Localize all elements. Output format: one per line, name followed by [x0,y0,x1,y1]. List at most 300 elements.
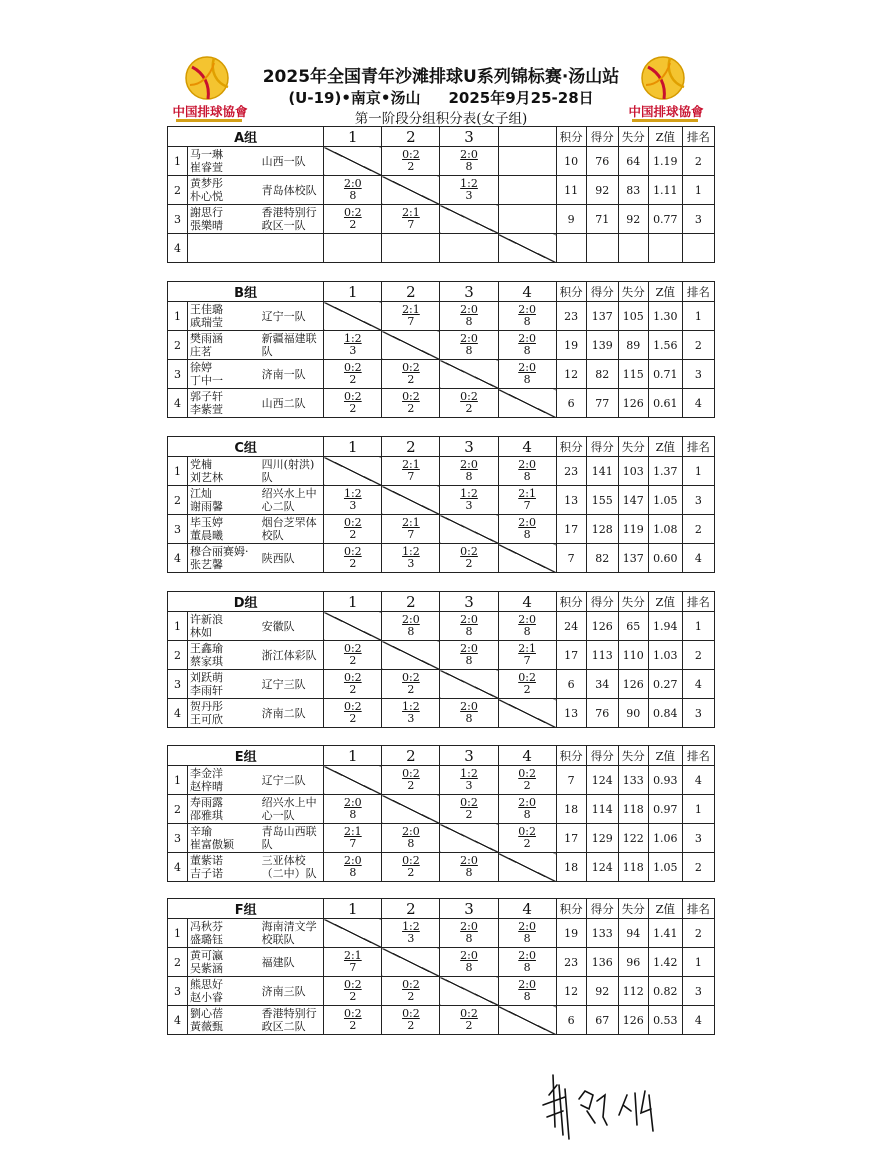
set-score: 2:0 [460,700,478,713]
match-score [440,641,498,670]
match-points: 8 [465,160,473,173]
match-points: 7 [407,528,415,541]
match-score [382,766,440,795]
stat-value: 133 [618,766,648,795]
match-score [324,824,382,853]
stat-value: 1.94 [648,612,682,641]
column-number: 4 [498,437,556,457]
match-score [324,795,382,824]
player-names [188,147,260,176]
player-names [188,612,260,641]
table-row [168,205,715,234]
match-points: 3 [407,557,415,570]
team-line-1: 香港特别行 [261,206,317,219]
row-number: 4 [168,699,188,728]
match-points: 8 [465,344,473,357]
player-2: 张艺馨 [190,558,224,571]
stat-value: 2 [682,147,714,176]
row-number: 2 [168,486,188,515]
match-points: 7 [349,837,357,850]
stat-header: 积分 [556,899,586,919]
stat-header: 失分 [618,899,648,919]
match-points: 2 [465,1019,473,1032]
diagonal-cell [382,486,440,515]
player-names [188,948,260,977]
stat-value: 0.53 [648,1006,682,1035]
player-2: 丁中一 [190,374,224,387]
player-1: 黄可瀛 [190,949,224,962]
match-points: 8 [465,654,473,667]
team-line-1: 济南一队 [261,367,306,381]
team-name [260,176,324,205]
stat-header: Z值 [648,899,682,919]
stat-value [648,234,682,263]
player-2: 吉子诺 [190,867,224,880]
stat-value: 82 [586,544,618,573]
group-name: C组 [168,437,324,457]
table-row [168,176,715,205]
column-number: 3 [440,746,498,766]
match-score [382,147,440,176]
stat-value: 34 [586,670,618,699]
stat-value: 0.60 [648,544,682,573]
stat-value: 76 [586,699,618,728]
stat-value: 76 [586,147,618,176]
match-points: 2 [407,990,415,1003]
stat-value: 0.93 [648,766,682,795]
stat-value: 18 [556,795,586,824]
match-score [498,948,556,977]
stat-value: 7 [556,544,586,573]
player-1: 謝思行 [190,206,224,219]
stat-header: Z值 [648,746,682,766]
team-name [260,670,324,699]
set-score: 1:2 [460,177,478,190]
match-points: 2 [407,373,415,386]
match-score [324,699,382,728]
set-score: 1:2 [402,545,420,558]
team-name [260,360,324,389]
stat-value: 82 [586,360,618,389]
stat-value: 105 [618,302,648,331]
player-1: 辛瑜 [190,825,213,838]
match-points: 2 [407,1019,415,1032]
match-score [440,544,498,573]
player-2: 邵雅琪 [190,809,224,822]
stat-value: 1.37 [648,457,682,486]
team-name [260,612,324,641]
set-score: 2:0 [518,949,536,962]
team-name [260,766,324,795]
player-2: 林如 [190,626,213,639]
diagonal-cell [498,544,556,573]
set-score: 0:2 [343,700,362,713]
row-number: 2 [168,331,188,360]
player-1: 冯秋芬 [190,920,224,933]
stat-value: 2 [682,515,714,544]
match-points: 2 [465,557,473,570]
match-points: 2 [349,683,357,696]
row-number: 3 [168,205,188,234]
match-score [382,977,440,1006]
player-names [188,515,260,544]
match-score [382,824,440,853]
table-row [168,612,715,641]
set-score: 0:2 [402,1007,420,1020]
set-score: 2:0 [518,796,536,809]
match-score [382,205,440,234]
set-score: 2:0 [518,920,536,933]
set-score: 2:0 [518,978,536,991]
team-name [260,853,324,882]
stat-value: 90 [618,699,648,728]
stat-value: 94 [618,919,648,948]
match-score [498,457,556,486]
row-number: 2 [168,795,188,824]
group-name: B组 [168,282,324,302]
player-1: 江灿 [190,487,213,500]
set-score: 1:2 [343,487,362,500]
set-score: 2:1 [343,949,362,962]
stat-value: 67 [586,1006,618,1035]
match-points: 2 [349,712,357,725]
diagonal-cell [440,824,498,853]
stat-value: 77 [586,389,618,418]
match-points: 8 [465,866,473,879]
diagonal-cell [382,795,440,824]
table-row [168,515,715,544]
match-score [498,670,556,699]
set-score: 2:0 [518,303,536,316]
team-line-2: 政区一队 [261,219,306,232]
match-score [440,919,498,948]
match-points: 3 [465,779,473,792]
player-names [188,670,260,699]
column-number: 3 [440,592,498,612]
diagonal-cell [324,457,382,486]
stat-value: 17 [556,515,586,544]
match-points: 7 [523,654,531,667]
set-score: 2:0 [343,854,362,867]
table-row [168,544,715,573]
stat-value: 133 [586,919,618,948]
player-names [188,1006,260,1035]
team-line-2: 队 [261,838,273,851]
team-name [260,641,324,670]
player-names [188,977,260,1006]
team-line-2: 校队 [261,529,284,542]
match-score [498,147,556,176]
stat-header: 积分 [556,746,586,766]
team-line-1: 辽宁一队 [261,309,306,323]
player-names [188,766,260,795]
match-points: 8 [523,961,531,974]
stat-value: 4 [682,544,714,573]
column-number: 2 [382,592,440,612]
match-score [324,205,382,234]
team-line-1: 三亚体校 [261,854,306,867]
match-points: 2 [523,779,531,792]
team-line-1: 青岛体校队 [261,183,317,197]
player-2: 庄茗 [190,345,213,358]
stat-value: 126 [586,612,618,641]
set-score: 0:2 [402,390,420,403]
match-score [498,486,556,515]
stat-header: Z值 [648,437,682,457]
stat-value: 0.82 [648,977,682,1006]
group-table [167,591,715,728]
player-names [188,331,260,360]
match-score [382,612,440,641]
stat-value: 1 [682,457,714,486]
row-number: 3 [168,824,188,853]
column-number: 3 [440,282,498,302]
set-score: 0:2 [343,206,362,219]
match-points: 2 [349,373,357,386]
row-number: 3 [168,977,188,1006]
stat-value: 1 [682,948,714,977]
match-score [382,699,440,728]
match-score [324,977,382,1006]
player-2: 盛璐钰 [190,933,224,946]
match-score [382,670,440,699]
match-score [440,948,498,977]
column-number [498,127,556,147]
player-1: 贺丹彤 [190,700,224,713]
stat-value: 136 [586,948,618,977]
stat-value: 3 [682,205,714,234]
stat-value: 3 [682,486,714,515]
player-1: 穆合丽赛姆· [190,545,249,558]
player-names [188,544,260,573]
match-score [498,302,556,331]
match-points: 2 [349,402,357,415]
table-row [168,766,715,795]
match-points: 2 [407,402,415,415]
player-names [188,176,260,205]
team-line-1: 济南二队 [261,706,306,720]
set-score: 2:1 [402,206,420,219]
group-table [167,281,715,418]
match-points: 2 [465,808,473,821]
stat-value: 1 [682,795,714,824]
stat-header: 失分 [618,282,648,302]
stat-header: 得分 [586,592,618,612]
team-name [260,544,324,573]
match-points: 8 [349,808,357,821]
match-score [382,853,440,882]
player-1: 徐婷 [190,361,213,374]
player-2: 赵梓晴 [190,780,224,793]
stat-value: 113 [586,641,618,670]
stat-value: 12 [556,977,586,1006]
team-line-1: 福建队 [261,955,295,969]
table-row [168,234,715,263]
team-line-1: 香港特别行 [261,1007,317,1020]
diagonal-cell [324,612,382,641]
stat-header: 失分 [618,437,648,457]
diagonal-cell [498,853,556,882]
match-points: 8 [523,932,531,945]
row-number: 4 [168,389,188,418]
set-score: 0:2 [402,767,420,780]
stat-value: 19 [556,919,586,948]
stat-value: 2 [682,853,714,882]
match-score [382,515,440,544]
column-number: 3 [440,899,498,919]
stat-value: 1.30 [648,302,682,331]
team-line-1: 青岛山西联 [261,825,317,838]
player-1: 许新浪 [190,613,224,626]
match-score [324,360,382,389]
stat-value [586,234,618,263]
match-points: 2 [349,528,357,541]
stat-value: 23 [556,948,586,977]
stat-value: 122 [618,824,648,853]
set-score: 0:2 [343,361,362,374]
player-names [188,795,260,824]
stat-value: 114 [586,795,618,824]
match-points: 8 [465,961,473,974]
match-score [498,360,556,389]
team-line-2: 队 [261,471,273,484]
match-score [440,234,498,263]
row-number: 4 [168,234,188,263]
match-score [498,612,556,641]
match-points: 7 [407,315,415,328]
stat-value: 24 [556,612,586,641]
stat-value: 13 [556,699,586,728]
stat-value: 147 [618,486,648,515]
player-1: 郭子轩 [190,390,224,403]
match-score [324,641,382,670]
team-name [260,389,324,418]
stat-value: 6 [556,670,586,699]
stat-header: 得分 [586,282,618,302]
stat-value: 83 [618,176,648,205]
set-score: 2:0 [518,458,536,471]
subtitle-dates: 2025年9月25-28日 [448,89,594,107]
stat-value: 92 [586,977,618,1006]
team-line-1: 辽宁二队 [261,773,306,787]
stat-header: 失分 [618,746,648,766]
stat-value: 1.08 [648,515,682,544]
stat-header: 积分 [556,282,586,302]
column-number: 1 [324,437,382,457]
match-score [440,853,498,882]
stat-value: 0.77 [648,205,682,234]
team-name [260,486,324,515]
set-score: 2:0 [460,949,478,962]
table-title: 第一阶段分组积分表(女子组) [354,111,528,127]
match-score [382,389,440,418]
set-score: 2:0 [343,796,362,809]
stat-header: 得分 [586,437,618,457]
match-score [324,176,382,205]
player-2: 吴紫涵 [190,962,224,975]
match-score [440,612,498,641]
set-score: 1:2 [460,767,478,780]
stat-value: 11 [556,176,586,205]
row-number: 1 [168,919,188,948]
team-line-1: 辽宁三队 [261,677,306,691]
team-line-2: （二中）队 [261,867,317,880]
column-number: 2 [382,746,440,766]
column-number: 2 [382,899,440,919]
team-name [260,515,324,544]
match-points: 8 [407,625,415,638]
match-score [382,544,440,573]
diagonal-cell [382,176,440,205]
diagonal-cell [498,699,556,728]
stat-header: 排名 [682,282,714,302]
logo-text: 中国排球協會 [628,104,704,119]
stat-header: 排名 [682,746,714,766]
match-points: 3 [349,344,357,357]
match-score [324,515,382,544]
stat-value [682,234,714,263]
player-names [188,234,260,263]
team-line-1: 安徽队 [261,619,295,633]
set-score: 2:0 [460,642,478,655]
set-score: 0:2 [460,1007,478,1020]
set-score: 2:0 [460,458,478,471]
stat-value: 17 [556,824,586,853]
match-score [498,795,556,824]
match-points: 8 [523,344,531,357]
match-score [498,766,556,795]
stat-value: 3 [682,977,714,1006]
table-row [168,919,715,948]
stat-value: 137 [586,302,618,331]
set-score: 0:2 [460,390,478,403]
stat-value: 1.05 [648,853,682,882]
diagonal-cell [382,331,440,360]
set-score: 2:0 [460,613,478,626]
stat-value: 1.05 [648,486,682,515]
set-score: 2:0 [460,332,478,345]
match-points: 8 [349,189,357,202]
row-number: 1 [168,457,188,486]
row-number: 2 [168,948,188,977]
match-score [324,486,382,515]
match-points: 8 [349,866,357,879]
diagonal-cell [382,641,440,670]
set-score: 2:0 [518,613,536,626]
team-name [260,302,324,331]
player-1: 董紫诺 [190,854,224,867]
stat-value: 155 [586,486,618,515]
match-points: 3 [407,712,415,725]
table-row [168,948,715,977]
player-names [188,919,260,948]
player-1: 熊思好 [190,978,224,991]
stat-value: 4 [682,766,714,795]
stat-value: 1 [682,612,714,641]
player-1: 黄梦彤 [190,177,224,190]
team-line-1: 济南三队 [261,984,306,998]
team-name [260,1006,324,1035]
stat-header: 排名 [682,437,714,457]
column-number: 4 [498,282,556,302]
stat-value: 96 [618,948,648,977]
set-score: 0:2 [402,361,420,374]
match-points: 8 [523,315,531,328]
set-score: 0:2 [343,1007,362,1020]
table-row [168,360,715,389]
diagonal-cell [324,302,382,331]
match-points: 3 [465,189,473,202]
